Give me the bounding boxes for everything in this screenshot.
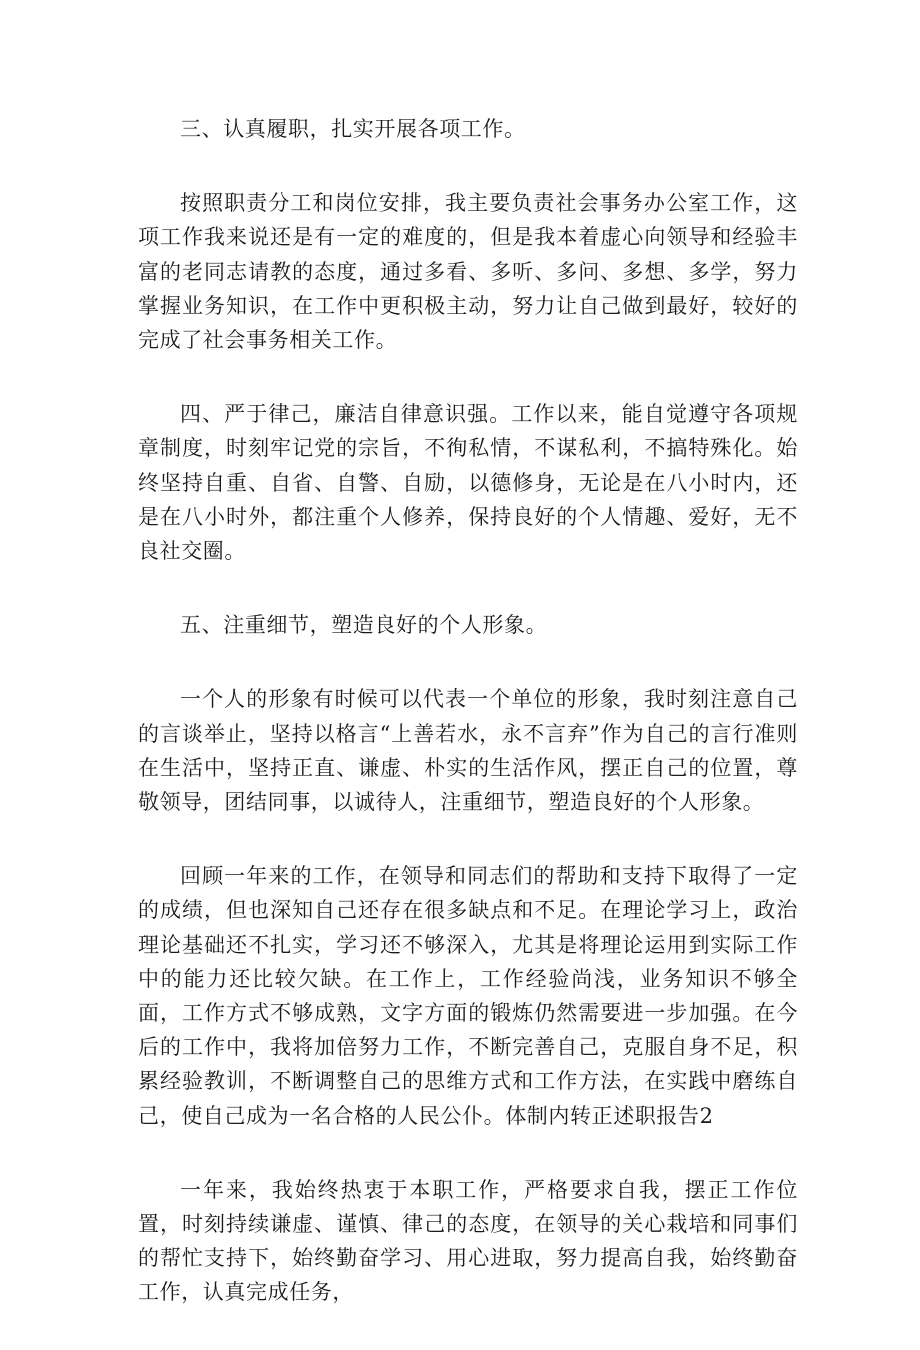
paragraph-report-2-intro: 一年来，我始终热衷于本职工作，严格要求自我，摆正工作位置，时刻持续谦虚、谨慎、律己的态度，在领导的关心栽培和同事们的帮忙支持下，始终勤奋学习、用心进取，努力提高自我，始终勤奋工作，认真完成任务， [138, 1177, 798, 1305]
paragraph-self-discipline: 四、严于律己，廉洁自律意识强。工作以来，能自觉遵守各项规章制度，时刻牢记党的宗旨，不徇私情，不谋私利，不搞特殊化。始终坚持自重、自省、自警、自励，以德修身，无论是在八小时内，还是在八小时外，都注重个人修养，保持良好的个人情趣、爱好，无不良社交圈。 [138, 402, 798, 564]
document-body [138, 112, 798, 1350]
paragraph-review: 回顾一年来的工作，在领导和同志们的帮助和支持下取得了一定的成绩，但也深知自己还存在很多缺点和不足。在理论学习上，政治理论基础还不扎实，学习还不够深入，尤其是将理论运用到实际工作中的能力还比较欠缺。在工作上，工作经验尚浅，业务知识不够全面，工作方式不够成熟，文字方面的锻炼仍然需要进一步加强。在今后的工作中，我将加倍努力工作，不断完善自己，克服自身不足，积累经验教训，不断调整自己的思维方式和工作方法，在实践中磨练自己，使自己成为一名合格的人民公仆。体制内转正述职报告2 [138, 864, 798, 1128]
section-heading-3: 三、认真履职，扎实开展各项工作。 [180, 117, 526, 141]
section-heading-5: 五、注重细节，塑造良好的个人形象。 [180, 613, 548, 638]
paragraph-personal-image: 一个人的形象有时候可以代表一个单位的形象，我时刻注意自己的言谈举止，坚持以格言“上善若水，永不言弃”作为自己的言行准则在生活中，坚持正直、谦虚、朴实的生活作风，摆正自己的位置，尊敬领导，团结同事，以诚待人，注重细节，塑造良好的个人形象。 [138, 687, 798, 815]
paragraph-duties: 按照职责分工和岗位安排，我主要负责社会事务办公室工作，这项工作我来说还是有一定的难度的，但是我本着虚心向领导和经验丰富的老同志请教的态度，通过多看、多听、多问、多想、多学，努力掌握业务知识，在工作中更积极主动，努力让自己做到最好，较好的完成了社会事务相关工作。 [138, 191, 798, 353]
